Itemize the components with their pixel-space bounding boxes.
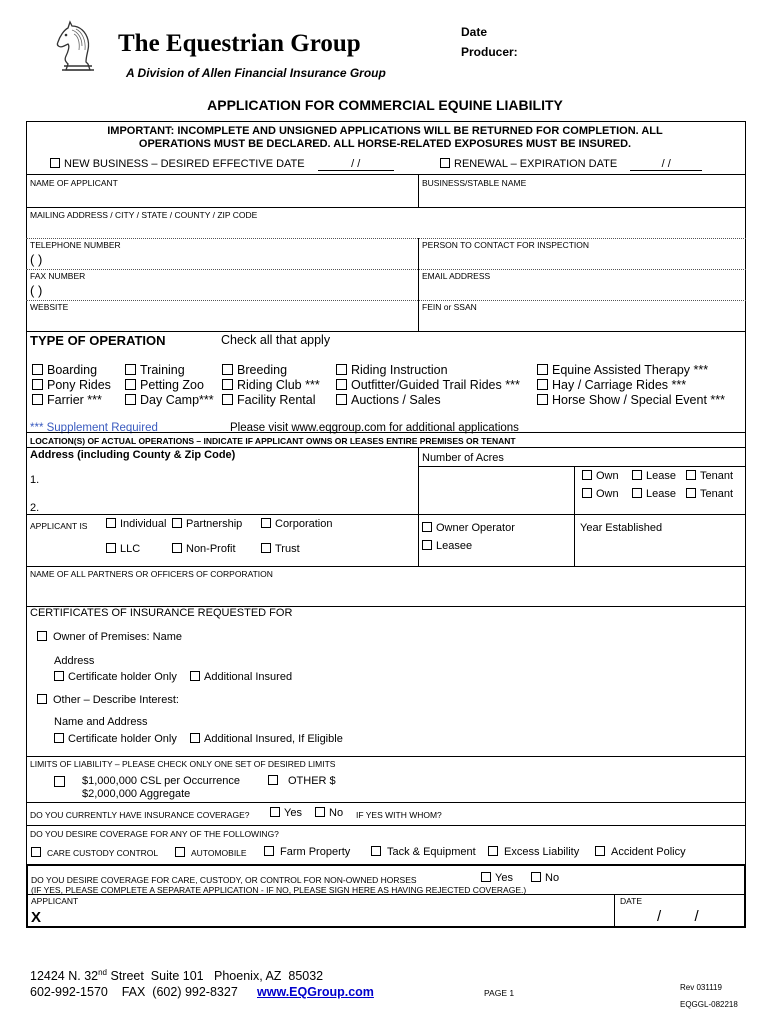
expiration-date-field[interactable]: / / [630, 158, 702, 171]
automobile-checkbox[interactable] [175, 847, 185, 857]
op-pony-rides[interactable]: Pony Rides [32, 378, 111, 392]
new-business-option[interactable] [50, 158, 394, 171]
trust-option[interactable]: Trust [261, 543, 300, 555]
coverage-accident[interactable]: Accident Policy [595, 846, 686, 858]
op-checkbox[interactable] [32, 379, 43, 390]
owner-premises-option[interactable]: Owner of Premises: Name [37, 631, 182, 643]
telephone-area-code[interactable]: ( ) [30, 252, 43, 267]
other-limit-option[interactable]: OTHER $ [268, 775, 336, 787]
new-business-label: NEW BUSINESS – DESIRED EFFECTIVE DATE [64, 158, 305, 170]
op-checkbox[interactable] [537, 379, 548, 390]
signature-date-label: DATE [620, 896, 643, 906]
check-all-label: Check all that apply [221, 333, 331, 347]
non-owned-question: DO YOU DESIRE COVERAGE FOR CARE, CUSTODY, OR CONTROL FOR NON-OWNED HORSES [31, 875, 417, 885]
individual-checkbox[interactable] [106, 518, 116, 528]
leasee-checkbox[interactable] [422, 540, 432, 550]
renewal-option[interactable] [440, 158, 702, 171]
coverage-automobile[interactable]: AUTOMOBILE [175, 847, 247, 858]
page-number: PAGE 1 [484, 988, 515, 998]
lease-checkbox[interactable] [632, 470, 642, 480]
op-checkbox[interactable] [222, 379, 233, 390]
producer-label: Producer: [461, 45, 518, 59]
op-equine-therapy[interactable]: Equine Assisted Therapy *** [537, 363, 708, 377]
other-interest-option[interactable]: Other – Describe Interest: [37, 694, 179, 706]
non-owned-yes[interactable]: Yes [481, 872, 513, 884]
op-checkbox[interactable] [125, 379, 136, 390]
desire-coverage-question: DO YOU DESIRE COVERAGE FOR ANY OF THE FOLLOWING? [30, 829, 279, 839]
current-coverage-yes[interactable]: Yes [270, 807, 302, 819]
with-whom-field[interactable]: IF YES WITH WHOM? [356, 810, 442, 820]
op-checkbox[interactable] [537, 364, 548, 375]
visit-note: Please visit www.eqgroup.com for additional applications [230, 422, 519, 434]
op-riding-club[interactable]: Riding Club *** [222, 378, 320, 392]
location-row-1[interactable]: 1. [30, 474, 40, 486]
op-horse-show[interactable]: Horse Show / Special Event *** [537, 393, 725, 407]
operation-heading: TYPE OF OPERATION [30, 333, 166, 348]
individual-option[interactable]: Individual [106, 518, 166, 530]
op-checkbox[interactable] [32, 364, 43, 375]
csl-label: $1,000,000 CSL per Occurrence [82, 775, 240, 787]
company-name: The Equestrian Group [118, 30, 361, 57]
op-farrier[interactable]: Farrier *** [32, 393, 102, 407]
own-option-1[interactable]: Own [582, 470, 619, 482]
name-of-applicant-field[interactable]: NAME OF APPLICANT [30, 178, 118, 188]
current-coverage-question: DO YOU CURRENTLY HAVE INSURANCE COVERAGE? [30, 810, 250, 820]
no-checkbox[interactable] [315, 807, 325, 817]
nonprofit-option[interactable]: Non-Profit [172, 543, 236, 555]
own-checkbox[interactable] [582, 488, 592, 498]
footer-website-link[interactable]: www.EQGroup.com [257, 985, 374, 999]
yes-checkbox[interactable] [481, 872, 491, 882]
business-name-field[interactable]: BUSINESS/STABLE NAME [422, 178, 527, 188]
certificates-heading: CERTIFICATES OF INSURANCE REQUESTED FOR [30, 607, 293, 619]
owner-address-label: Address [54, 655, 95, 667]
partners-field[interactable]: NAME OF ALL PARTNERS OR OFFICERS OF CORPORATION [30, 569, 273, 579]
llc-option[interactable]: LLC [106, 543, 140, 555]
cert-holder-checkbox[interactable] [54, 671, 64, 681]
fax-field[interactable]: FAX NUMBER [30, 271, 86, 281]
op-checkbox[interactable] [125, 364, 136, 375]
cert-holder-option-2[interactable]: Certificate holder Only [54, 733, 177, 745]
op-checkbox[interactable] [222, 394, 233, 405]
other-interest-checkbox[interactable] [37, 694, 47, 704]
trust-checkbox[interactable] [261, 543, 271, 553]
lease-option-1[interactable]: Lease [632, 470, 676, 482]
name-address-label: Name and Address [54, 716, 148, 728]
renewal-label: RENEWAL – EXPIRATION DATE [454, 158, 618, 170]
leasee-option[interactable]: Leasee [422, 540, 472, 552]
chess-knight-logo [52, 20, 102, 72]
lease-option-2[interactable]: Lease [632, 488, 676, 500]
op-day-camp[interactable]: Day Camp*** [125, 393, 214, 407]
own-checkbox[interactable] [582, 470, 592, 480]
yes-checkbox[interactable] [270, 807, 280, 817]
additional-insured-eligible-checkbox[interactable] [190, 733, 200, 743]
owner-premises-checkbox[interactable] [37, 631, 47, 641]
op-checkbox[interactable] [125, 394, 136, 405]
op-boarding[interactable]: Boarding [32, 363, 97, 377]
nonprofit-checkbox[interactable] [172, 543, 182, 553]
corporation-checkbox[interactable] [261, 518, 271, 528]
address-label: Address (including County & Zip Code) [30, 449, 236, 461]
owner-operator-checkbox[interactable] [422, 522, 432, 532]
supplement-note: *** Supplement Required [30, 422, 158, 434]
lease-checkbox[interactable] [632, 488, 642, 498]
additional-insured-checkbox[interactable] [190, 671, 200, 681]
important-line-2: OPERATIONS MUST BE DECLARED. ALL HORSE-RELATED EXPOSURES MUST BE INSURED. [138, 138, 632, 150]
own-option-2[interactable]: Own [582, 488, 619, 500]
coverage-excess[interactable]: Excess Liability [488, 846, 579, 858]
additional-insured-eligible-option[interactable]: Additional Insured, If Eligible [190, 733, 343, 745]
fein-field[interactable]: FEIN or SSAN [422, 302, 477, 312]
non-owned-no[interactable]: No [531, 872, 559, 884]
cert-holder-option[interactable]: Certificate holder Only [54, 671, 177, 683]
applicant-info-grid [26, 174, 746, 332]
tenant-checkbox[interactable] [686, 488, 696, 498]
corporation-option[interactable]: Corporation [261, 518, 332, 530]
partnership-option[interactable]: Partnership [172, 518, 242, 530]
care-custody-checkbox[interactable] [31, 847, 41, 857]
additional-insured-option[interactable]: Additional Insured [190, 671, 292, 683]
division-name: A Division of Allen Financial Insurance Group [126, 66, 386, 80]
cert-holder-checkbox[interactable] [54, 733, 64, 743]
website-field[interactable]: WEBSITE [30, 302, 69, 312]
signature-date-field[interactable]: / / [657, 908, 699, 925]
footer-address: 12424 N. 32nd Street Suite 101 Phoenix, AZ 85032 [30, 968, 324, 984]
limits-heading: LIMITS OF LIABILITY – PLEASE CHECK ONLY ONE SET OF DESIRED LIMITS [30, 759, 336, 769]
op-hay-rides[interactable]: Hay / Carriage Rides *** [537, 378, 686, 392]
op-breeding[interactable]: Breeding [222, 363, 287, 377]
other-limit-checkbox[interactable] [268, 775, 278, 785]
tenant-option-2[interactable]: Tenant [686, 488, 733, 500]
tack-checkbox[interactable] [371, 846, 381, 856]
important-line-1: IMPORTANT: INCOMPLETE AND UNSIGNED APPLICATIONS WILL BE RETURNED FOR COMPLETION. ALL [107, 125, 663, 137]
year-established-field[interactable]: Year Established [580, 522, 663, 534]
tenant-option-1[interactable]: Tenant [686, 470, 733, 482]
locations-heading: LOCATION(S) OF ACTUAL OPERATIONS – INDICATE IF APPLICANT OWNS OR LEASES ENTIRE PREMISES OR TENANT [30, 436, 516, 446]
coverage-care-custody[interactable]: CARE CUSTODY CONTROL [31, 847, 158, 858]
location-row-2[interactable]: 2. [30, 502, 40, 514]
acres-label: Number of Acres [422, 452, 504, 464]
tenant-checkbox[interactable] [686, 470, 696, 480]
new-business-checkbox[interactable] [50, 158, 60, 168]
applicant-signature-label: APPLICANT [31, 896, 79, 906]
op-checkbox[interactable] [336, 394, 347, 405]
signature-x[interactable]: X [31, 909, 42, 926]
no-checkbox[interactable] [531, 872, 541, 882]
op-outfitter[interactable]: Outfitter/Guided Trail Rides *** [336, 378, 520, 392]
applicant-is-label: APPLICANT IS [30, 521, 88, 531]
op-checkbox[interactable] [222, 364, 233, 375]
effective-date-field[interactable]: / / [318, 158, 394, 171]
op-training[interactable]: Training [125, 363, 185, 377]
coverage-farm-property[interactable]: Farm Property [264, 846, 350, 858]
mailing-address-field[interactable]: MAILING ADDRESS / CITY / STATE / COUNTY / ZIP CODE [30, 210, 258, 220]
page-title: APPLICATION FOR COMMERCIAL EQUINE LIABILITY [207, 97, 563, 113]
op-checkbox[interactable] [537, 394, 548, 405]
coverage-tack[interactable]: Tack & Equipment [371, 846, 476, 858]
fax-area-code[interactable]: ( ) [30, 283, 43, 298]
aggregate-label: $2,000,000 Aggregate [82, 788, 191, 800]
telephone-field[interactable]: TELEPHONE NUMBER [30, 240, 121, 250]
owner-operator-option[interactable]: Owner Operator [422, 522, 515, 534]
op-petting-zoo[interactable]: Petting Zoo [125, 378, 204, 392]
op-checkbox[interactable] [336, 364, 347, 375]
date-label: Date [461, 25, 488, 39]
op-riding-instruction[interactable]: Riding Instruction [336, 363, 448, 377]
form-code: EQGGL-082218 [680, 1000, 738, 1009]
footer-phone: 602-992-1570 FAX (602) 992-8327 [30, 985, 238, 999]
op-facility-rental[interactable]: Facility Rental [222, 393, 316, 407]
current-coverage-no[interactable]: No [315, 807, 343, 819]
renewal-checkbox[interactable] [440, 158, 450, 168]
non-owned-note: (IF YES, PLEASE COMPLETE A SEPARATE APPLICATION - IF NO, PLEASE SIGN HERE AS HAVING REJECTED COVERAGE.) [31, 885, 527, 895]
op-checkbox[interactable] [32, 394, 43, 405]
email-field[interactable]: EMAIL ADDRESS [422, 271, 491, 281]
accident-checkbox[interactable] [595, 846, 605, 856]
contact-person-field[interactable]: PERSON TO CONTACT FOR INSPECTION [422, 240, 590, 250]
revision-label: Rev 031119 [680, 983, 722, 992]
farm-property-checkbox[interactable] [264, 846, 274, 856]
excess-checkbox[interactable] [488, 846, 498, 856]
op-auctions[interactable]: Auctions / Sales [336, 393, 441, 407]
llc-checkbox[interactable] [106, 543, 116, 553]
csl-checkbox[interactable] [54, 776, 65, 787]
partnership-checkbox[interactable] [172, 518, 182, 528]
op-checkbox[interactable] [336, 379, 347, 390]
